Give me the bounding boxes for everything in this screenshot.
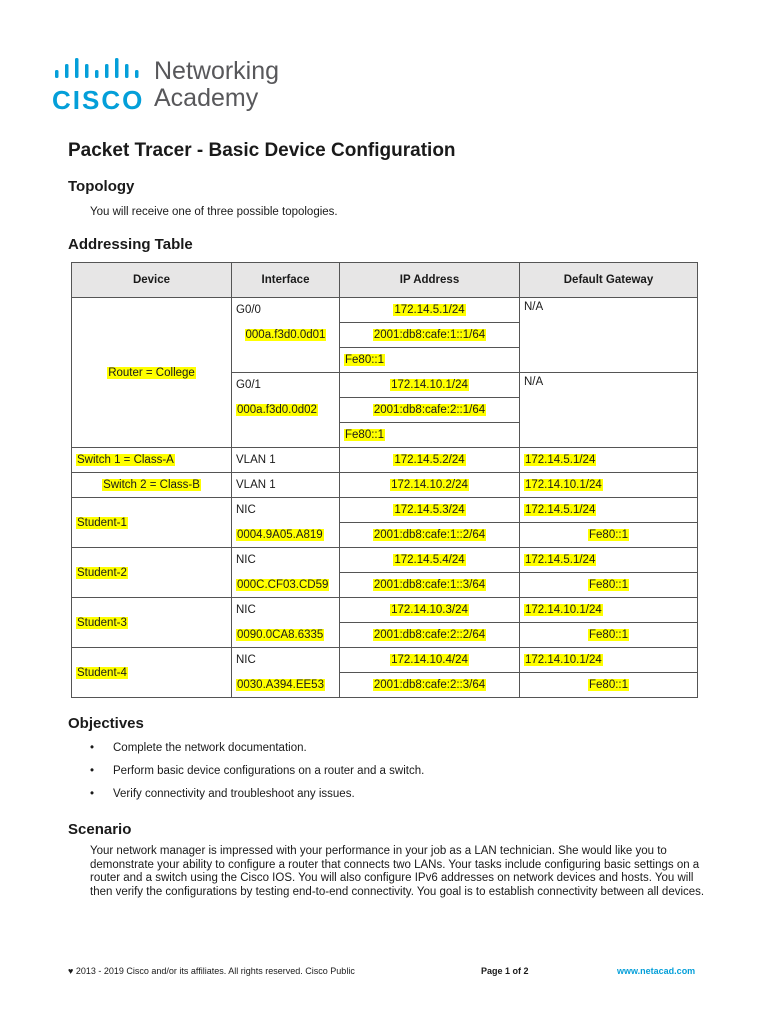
column-header-default-gateway: Default Gateway — [520, 263, 698, 298]
gateway-value: Fe80::1 — [589, 579, 628, 591]
device-label: Student-3 — [77, 616, 127, 629]
ip-value: 172.14.5.2/24 — [394, 454, 465, 466]
device-cell — [72, 648, 232, 698]
column-header-interface: Interface — [232, 263, 340, 298]
scenario-text: Your network manager is impressed with your performance in your job as a LAN technician. She would like you to demonstrate your ability to configure a router that connects two LANs. Your tasks include configuring basic settings on a router and a switch using the Cisco IOS. You will also configure IPv6 addresses on network devices and hosts. You will then verify the configurations by testing end-to-end connectivity. You goal is to establish connectivity between all devices. — [90, 845, 705, 898]
ip-cell — [340, 623, 520, 648]
gateway-value: 172.14.5.1/24 — [525, 554, 596, 566]
gateway-value: N/A — [524, 376, 544, 388]
ip-cell — [340, 548, 520, 573]
ip-cell — [340, 498, 520, 523]
device-cell — [72, 498, 232, 548]
ip-value: 172.14.5.4/24 — [394, 554, 465, 566]
interface-label: VLAN 1 — [236, 479, 276, 491]
gateway-value: Fe80::1 — [589, 629, 628, 641]
footer-copyright: ♥ 2013 - 2019 Cisco and/or its affiliates. All rights reserved. Cisco Public — [68, 966, 355, 976]
device-cell — [72, 598, 232, 648]
gateway-cell — [520, 448, 698, 473]
device-router-label: Router = College — [108, 366, 195, 379]
interface-label: G0/1 — [236, 379, 261, 392]
topology-heading: Topology — [68, 178, 135, 195]
ip-cell — [340, 648, 520, 673]
list-item — [90, 788, 424, 811]
ip-cell — [340, 673, 520, 698]
objective-text: Verify connectivity and troubleshoot any issues. — [113, 788, 355, 800]
device-cell-router — [72, 298, 232, 448]
logo-networking-text: Networking — [154, 57, 280, 85]
topology-text: You will receive one of three possible topologies. — [90, 206, 338, 218]
ip-value: 172.14.5.3/24 — [394, 504, 465, 516]
ip-cell — [340, 298, 520, 323]
table-header-row — [72, 263, 698, 298]
table-row — [72, 598, 698, 623]
gateway-value: N/A — [524, 301, 544, 313]
objectives-heading: Objectives — [68, 715, 144, 732]
device-cell — [72, 473, 232, 498]
cisco-networking-academy-logo — [52, 58, 312, 118]
gateway-cell — [520, 673, 698, 698]
ip-value: 172.14.10.2/24 — [391, 479, 468, 491]
mac-value: 000a.f3d0.0d01 — [245, 329, 326, 341]
ip-cell — [340, 598, 520, 623]
mac-cell — [232, 323, 340, 348]
gateway-value: 172.14.10.1/24 — [525, 604, 602, 616]
footer-page-number: Page 1 of 2 — [481, 966, 529, 976]
interface-label: G0/0 — [236, 304, 261, 317]
column-header-ip-address: IP Address — [340, 263, 520, 298]
gateway-cell — [520, 623, 698, 648]
gateway-value: Fe80::1 — [589, 679, 628, 691]
device-cell — [72, 448, 232, 473]
interface-label: NIC — [236, 504, 256, 517]
ip-value: 172.14.5.1/24 — [394, 304, 465, 316]
logo-academy-text: Academy — [154, 84, 259, 112]
list-item — [90, 765, 424, 788]
ip-value: 172.14.10.4/24 — [391, 654, 468, 666]
interface-spacer-cell — [232, 348, 340, 373]
device-label: Student-4 — [77, 666, 127, 679]
mac-value: 000a.f3d0.0d02 — [237, 404, 317, 416]
ip-value: 2001:db8:cafe:2::3/64 — [373, 679, 486, 691]
interface-label: VLAN 1 — [236, 454, 276, 466]
ip-cell — [340, 398, 520, 423]
table-row — [72, 448, 698, 473]
column-header-device: Device — [72, 263, 232, 298]
ip-cell — [340, 423, 520, 448]
ip-cell — [340, 573, 520, 598]
interface-label: NIC — [236, 604, 256, 617]
bullet-icon: • — [90, 765, 95, 777]
table-row — [72, 473, 698, 498]
mac-value: 0004.9A05.A819 — [237, 528, 323, 541]
interface-cell — [232, 298, 340, 323]
interface-cell — [232, 598, 340, 623]
interface-label: NIC — [236, 654, 256, 667]
objective-text: Perform basic device configurations on a router and a switch. — [113, 765, 425, 777]
ip-cell — [340, 348, 520, 373]
ip-value: 2001:db8:cafe:1::3/64 — [373, 579, 486, 591]
gateway-value: 172.14.10.1/24 — [525, 479, 602, 491]
cisco-wordmark: CISCO — [52, 85, 145, 115]
addressing-table — [71, 262, 698, 698]
mac-value: 0090.0CA8.6335 — [237, 628, 324, 641]
gateway-cell — [520, 523, 698, 548]
device-label: Switch 1 = Class-A — [77, 454, 174, 466]
table-row — [72, 548, 698, 573]
interface-cell — [232, 648, 340, 673]
gateway-cell — [520, 598, 698, 623]
list-item — [90, 742, 424, 765]
gateway-cell — [520, 298, 698, 373]
interface-cell — [232, 498, 340, 523]
ip-value: 2001:db8:cafe:2::1/64 — [373, 404, 486, 416]
objective-text: Complete the network documentation. — [113, 742, 307, 754]
gateway-value: 172.14.10.1/24 — [525, 654, 602, 666]
objectives-list — [90, 742, 424, 811]
device-label: Student-2 — [77, 566, 127, 579]
mac-value: 0030.A394.EE53 — [237, 678, 324, 691]
interface-cell — [232, 548, 340, 573]
ip-value: 172.14.10.3/24 — [391, 604, 468, 616]
mac-cell — [232, 398, 340, 423]
device-cell — [72, 548, 232, 598]
ip-value: 2001:db8:cafe:1::2/64 — [373, 529, 486, 541]
gateway-cell — [520, 573, 698, 598]
gateway-cell — [520, 373, 698, 448]
ip-value: 2001:db8:cafe:1::1/64 — [373, 329, 486, 341]
interface-cell — [232, 448, 340, 473]
mac-cell — [232, 623, 340, 648]
footer-link[interactable]: www.netacad.com — [617, 966, 696, 976]
gateway-cell — [520, 548, 698, 573]
mac-cell — [232, 523, 340, 548]
device-label: Switch 2 = Class-B — [103, 479, 200, 491]
ip-value: Fe80::1 — [345, 354, 384, 366]
interface-label: NIC — [236, 554, 256, 567]
device-label: Student-1 — [77, 516, 127, 529]
gateway-cell — [520, 473, 698, 498]
table-row — [72, 298, 698, 323]
interface-spacer-cell — [232, 423, 340, 448]
ip-value: 172.14.10.1/24 — [391, 379, 468, 391]
cisco-bars-icon — [52, 58, 148, 82]
scenario-heading: Scenario — [68, 821, 132, 838]
ip-cell — [340, 473, 520, 498]
gateway-cell — [520, 498, 698, 523]
mac-value: 000C.CF03.CD59 — [237, 578, 329, 591]
ip-cell — [340, 448, 520, 473]
ip-cell — [340, 523, 520, 548]
mac-cell — [232, 673, 340, 698]
gateway-value: 172.14.5.1/24 — [525, 454, 596, 466]
document-title: Packet Tracer - Basic Device Configuration — [68, 140, 456, 161]
ip-cell — [340, 323, 520, 348]
addressing-table-heading: Addressing Table — [68, 236, 193, 253]
mac-cell — [232, 573, 340, 598]
interface-cell — [232, 473, 340, 498]
gateway-value: 172.14.5.1/24 — [525, 504, 596, 516]
ip-value: 2001:db8:cafe:2::2/64 — [373, 629, 486, 641]
ip-cell — [340, 373, 520, 398]
interface-cell — [232, 373, 340, 398]
table-row — [72, 498, 698, 523]
bullet-icon: • — [90, 788, 95, 800]
gateway-value: Fe80::1 — [589, 529, 628, 541]
gateway-cell — [520, 648, 698, 673]
table-row — [72, 648, 698, 673]
ip-value: Fe80::1 — [345, 429, 384, 441]
bullet-icon: • — [90, 742, 95, 754]
